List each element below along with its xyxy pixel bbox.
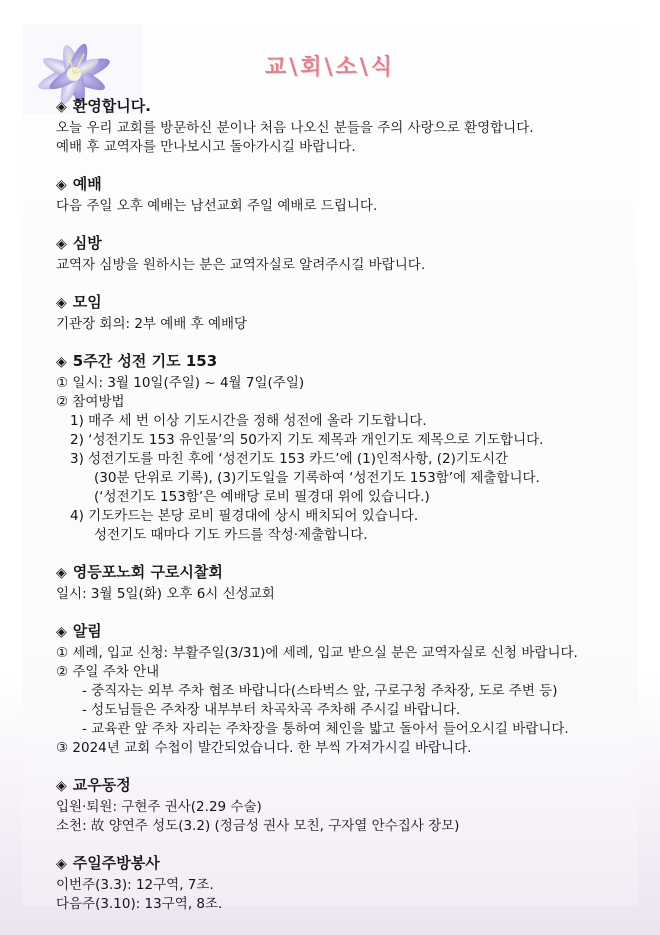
- section-worship: [56, 173, 636, 216]
- section-title: ◈ 심방: [56, 232, 636, 255]
- text-line: 오늘 우리 교회를 방문하신 분이나 처음 나오신 분들을 주의 사랑으로 환영합니다.: [56, 120, 534, 136]
- text-line: 예배 후 교역자를 만나보시고 돌아가시길 바랍니다.: [56, 139, 356, 155]
- diamond-bullet-icon: ◈: [56, 236, 67, 252]
- text-line: 3) 성전기도를 마친 후에 ‘성전기도 153 카드’에 (1)인적사항, (2)기도시간: [70, 451, 509, 467]
- text-line: 소천: 故 양연주 성도(3.2) (정금성 권사 모친, 구자열 안수집사 장모): [56, 818, 460, 834]
- text-line: 다음주(3.10): 13구역, 8조.: [56, 896, 223, 912]
- text-line: 교역자 심방을 원하시는 분은 교역자실로 알려주시길 바랍니다.: [56, 257, 426, 273]
- page-title: 교\회\소\식: [264, 54, 396, 80]
- text-line: - 교육관 앞 주차 자리는 주차장을 통하여 체인을 밟고 돌아서 들어오시길 바랍니다.: [82, 721, 569, 737]
- section-notices: [56, 620, 636, 758]
- section-title: ◈ 영등포노회 구로시찰회: [56, 561, 636, 584]
- text-line: ① 세례, 입교 신청: 부활주일(3/31)에 세례, 입교 받으실 분은 교역자실로 신청 바랍니다.: [56, 645, 578, 661]
- text-line: 성전기도 때마다 기도 카드를 작성·제출합니다.: [94, 527, 368, 543]
- section-title: ◈ 주일주방봉사: [56, 852, 636, 875]
- text-line: (‘성전기도 153함’은 예배당 로비 필경대 위에 있습니다.): [94, 489, 430, 505]
- diamond-bullet-icon: ◈: [56, 856, 67, 872]
- diamond-bullet-icon: ◈: [56, 624, 67, 640]
- section-kitchen-service: [56, 852, 636, 914]
- section-visitation: [56, 232, 636, 275]
- text-line: 다음 주일 오후 예배는 남선교회 주일 예배로 드립니다.: [56, 198, 378, 214]
- section-meeting: [56, 291, 636, 334]
- section-title: ◈ 알림: [56, 620, 636, 643]
- text-line: ③ 2024년 교회 수첩이 발간되었습니다. 한 부씩 가져가시길 바랍니다.: [56, 740, 472, 756]
- section-title: ◈ 교우동정: [56, 774, 636, 797]
- section-title: ◈ 5주간 성전 기도 153: [56, 350, 636, 373]
- diamond-bullet-icon: ◈: [56, 99, 67, 115]
- section-member-news: [56, 774, 636, 836]
- text-line: - 성도님들은 주차장 내부부터 차곡차곡 주차해 주시길 바랍니다.: [82, 702, 461, 718]
- news-content: [56, 95, 636, 930]
- text-line: 기관장 회의: 2부 예배 후 예배당: [56, 316, 248, 332]
- diamond-bullet-icon: ◈: [56, 354, 67, 370]
- diamond-bullet-icon: ◈: [56, 778, 67, 794]
- section-title: ◈ 환영합니다.: [56, 95, 636, 118]
- diamond-bullet-icon: ◈: [56, 565, 67, 581]
- text-line: ② 주일 주차 안내: [56, 664, 160, 680]
- text-line: 4) 기도카드는 본당 로비 필경대에 상시 배치되어 있습니다.: [70, 508, 419, 524]
- text-line: ① 일시: 3월 10일(주일) ~ 4월 7일(주일): [56, 375, 305, 391]
- text-line: 1) 매주 세 번 이상 기도시간을 정해 성전에 올라 기도합니다.: [70, 413, 427, 429]
- diamond-bullet-icon: ◈: [56, 177, 67, 193]
- text-line: 이번주(3.3): 12구역, 7조.: [56, 877, 214, 893]
- text-line: 입원·퇴원: 구현주 권사(2.29 수술): [56, 799, 262, 815]
- section-welcome: [56, 95, 636, 157]
- text-line: - 중직자는 외부 주차 협조 바랍니다(스타벅스 앞, 구로구청 주차장, 도로 주변 등): [82, 683, 558, 699]
- text-line: 일시: 3월 5일(화) 오후 6시 신성교회: [56, 586, 275, 602]
- text-line: ② 참여방법: [56, 394, 125, 410]
- section-presbytery: [56, 561, 636, 604]
- section-prayer-153: [56, 350, 636, 545]
- section-title: ◈ 모임: [56, 291, 636, 314]
- section-title: ◈ 예배: [56, 173, 636, 196]
- text-line: (30분 단위로 기록), (3)기도일을 기록하여 ‘성전기도 153함’에 제출합니다.: [94, 470, 540, 486]
- text-line: 2) ‘성전기도 153 유인물’의 50가지 기도 제목과 개인기도 제목으로 기도합니다.: [70, 432, 544, 448]
- diamond-bullet-icon: ◈: [56, 295, 67, 311]
